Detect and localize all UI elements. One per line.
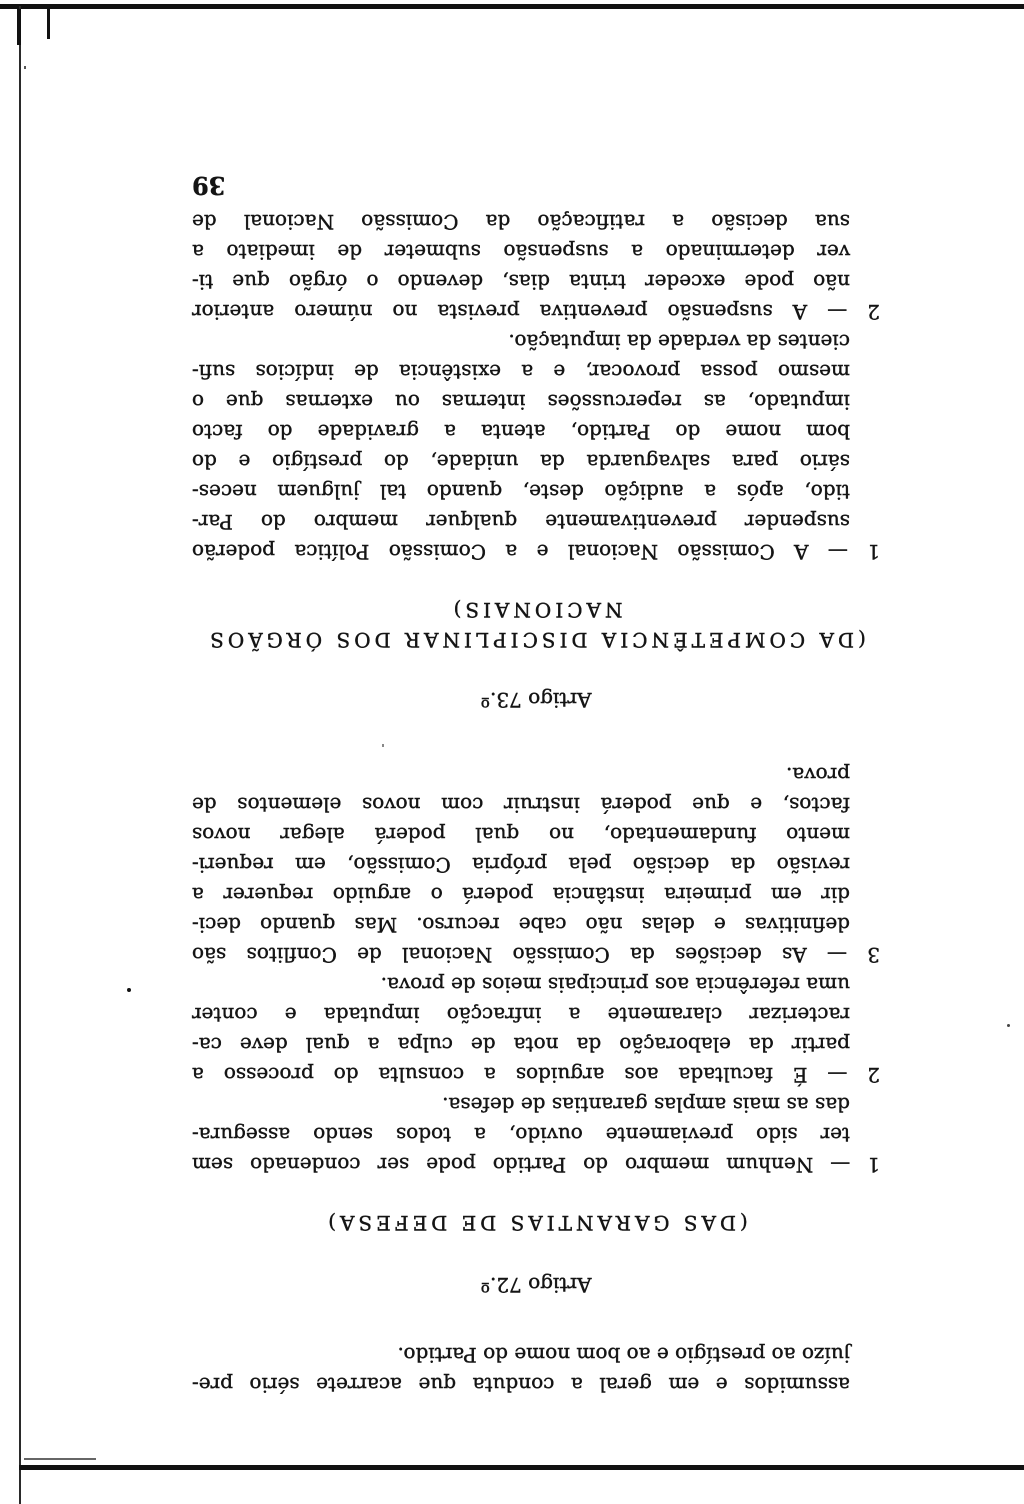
article-subtitle-line: (DA COMPETÊNCIA DISCIPLINAR DOS ÓRGÃOS (206, 628, 866, 652)
article-title: Artigo 73.º (480, 688, 592, 712)
paragraph-line: tido, após a audição deste, quando tal julguem neces- (192, 480, 850, 504)
scan-edge-smudge (24, 1458, 96, 1460)
article-subtitle-line: NACIONAIS) (449, 598, 623, 622)
paragraph-line: factos, e que poderá instruir com novos elementos de (192, 793, 850, 817)
paragraph-2 (192, 970, 880, 1090)
paragraph-line: dir em primeira instância poderá o arguido requerer a (192, 883, 850, 907)
paragraph-line: bom nome do Partido, atenta a gravidade do facto (192, 420, 850, 444)
scan-speck (24, 66, 26, 69)
paragraph-line: prova. (786, 763, 850, 787)
scan-speck (382, 744, 384, 747)
paragraph-line: das as mais amplas garantias de defesa. (442, 1093, 850, 1117)
scan-speck (127, 988, 131, 992)
scan-edge-top (0, 4, 1024, 9)
scan-edge-mark (47, 9, 50, 39)
scan-edge-left (19, 6, 21, 1504)
paragraph-line: ter sido previamente ouvido, a todos sendo assegura- (192, 1123, 850, 1147)
paragraph-line: juízo ao prestígio e ao bom nome do Partido. (397, 1343, 850, 1367)
paragraph-line: sua decisão a ratificação da Comissão Nacional de (192, 210, 850, 234)
paragraph-3 (192, 760, 880, 970)
paragraph-line: partir da elaboração da nota de culpa a qual deve ca- (192, 1033, 850, 1057)
scan-speck (1007, 1024, 1010, 1027)
scan-edge-mark (17, 9, 21, 45)
article-73 (192, 207, 880, 715)
article-paragraphs (192, 760, 880, 1180)
paragraph-line: racterizar claramente a infracção imputada e conter (192, 1003, 850, 1027)
paragraph-1 (192, 1090, 880, 1180)
paragraph-line: 3 — As decisões da Comissão Nacional de Conflitos são (192, 943, 880, 967)
article-subtitle-line: (DAS GARANTIAS DE DEFESA) (324, 1211, 748, 1235)
paragraph-line: cientes da verdade da imputação. (508, 330, 850, 354)
paragraph-line: 1 — A Comissão Nacional e a Comissão Política poderão (192, 540, 880, 564)
paragraph-line: ver determinado a suspensão submeter de imediato a (192, 240, 850, 264)
article-subtitle (192, 595, 880, 655)
paragraph-line: sário para salvaguarda da unidade, do prestígio e do (192, 450, 850, 474)
scan-edge-bottom (19, 1465, 1024, 1470)
paragraph-line: definitivas e delas não cabe recurso. Mas quando deci- (192, 913, 850, 937)
paragraph-2 (192, 207, 880, 327)
paragraph-line: revisão da decisão pela própria Comissão, em requeri- (192, 853, 850, 877)
paragraph-line: 2 — A suspensão preventiva prevista no número anterior (192, 300, 880, 324)
continued-paragraph (192, 1340, 880, 1400)
article-title: Artigo 72.º (480, 1273, 592, 1297)
article-paragraphs (192, 207, 880, 567)
paragraph-line: não pode exceder trinta dias, devendo o órgão que ti- (192, 270, 850, 294)
paragraph-line: mento fundamentado, no qual poderá alegar novos (192, 823, 850, 847)
paragraph-line: 2 — É facultada aos arguidos a consulta do processo a (192, 1063, 880, 1087)
paragraph-line: assumidos e em geral a conduta que acarrete sério pre- (192, 1373, 850, 1397)
paragraph-line: mesmo possa provocar, e a existência de indícios sufi- (192, 360, 850, 384)
paragraph-line: suspender preventivamente qualquer membro do Par- (192, 510, 850, 534)
page-body (192, 170, 880, 1400)
paragraph-line: uma referência aos principais meios de prova. (380, 973, 850, 997)
paragraph-line: imputado, as repercussões internas ou externas que o (192, 390, 850, 414)
paragraph-1 (192, 327, 880, 567)
paragraph-line: 1 — Nenhum membro do Partido pode ser condenado sem (192, 1153, 880, 1177)
article-72 (192, 760, 880, 1300)
page-number: 39 (192, 171, 226, 200)
article-subtitle (192, 1208, 880, 1238)
